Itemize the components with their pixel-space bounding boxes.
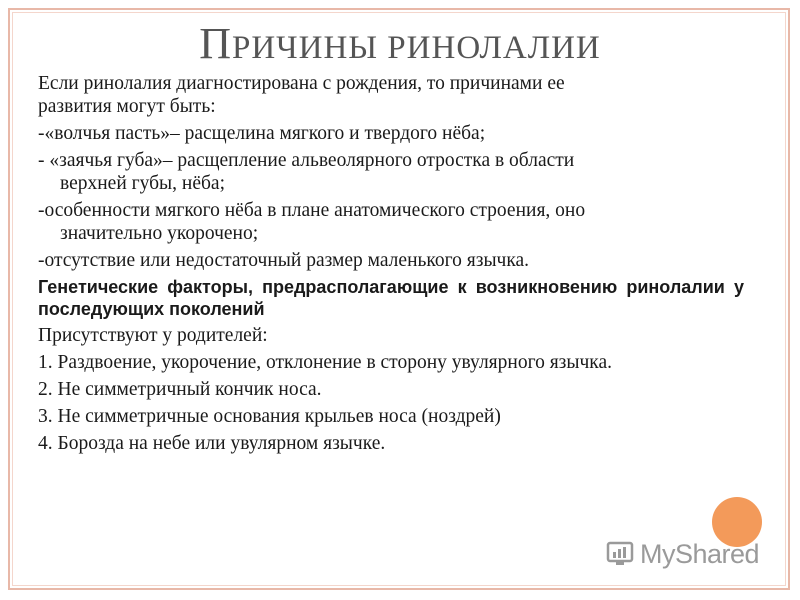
cause-wolf-mouth: -«волчья пасть»– расщелина мягкого и твердого нёба;: [38, 123, 486, 144]
paragraph-intro-line2: развития могут быть:: [38, 96, 216, 117]
list-item-1: 1. Раздвоение, укорочение, отклонение в сторону увулярного язычка.: [38, 352, 613, 373]
cause-uvula: -отсутствие или недостаточный размер маленького язычка.: [38, 250, 530, 271]
myshared-watermark: [606, 536, 759, 572]
slide-content: [38, 72, 744, 459]
cause-hare-lip-line2: верхней губы, нёба;: [60, 173, 225, 194]
list-item-3: 3. Не симметричные основания крыльев носа (ноздрей): [38, 406, 501, 427]
cause-hare-lip: [38, 149, 744, 195]
myshared-logo-icon: [606, 539, 636, 569]
paragraph-intro-line1: Если ринолалия диагностирована с рождения, то причинами ее: [38, 73, 565, 94]
cause-soft-palate: [38, 199, 744, 245]
paragraph-intro: [38, 72, 744, 118]
cause-soft-palate-line2: значительно укорочено;: [60, 223, 259, 244]
cause-hare-lip-line1: - «заячья губа»– расщепление альвеолярного отростка в области: [38, 150, 575, 171]
slide-title: [0, 18, 800, 69]
genetic-factors-heading: Генетические факторы, предрасполагающие к возникновению ринолалии у последующих поколений: [38, 277, 744, 319]
list-item-4: 4. Борозда на небе или увулярном язычке.: [38, 433, 386, 454]
title-rest: РИЧИНЫ РИНОЛАЛИИ: [231, 30, 601, 66]
cause-soft-palate-line1: -особенности мягкого нёба в плане анатомического строения, оно: [38, 200, 586, 221]
parents-intro: Присутствуют у родителей:: [38, 325, 268, 346]
list-item-2: 2. Не симметричный кончик носа.: [38, 379, 322, 400]
title-first-letter: П: [199, 19, 232, 68]
watermark-text: MyShared: [640, 538, 760, 569]
